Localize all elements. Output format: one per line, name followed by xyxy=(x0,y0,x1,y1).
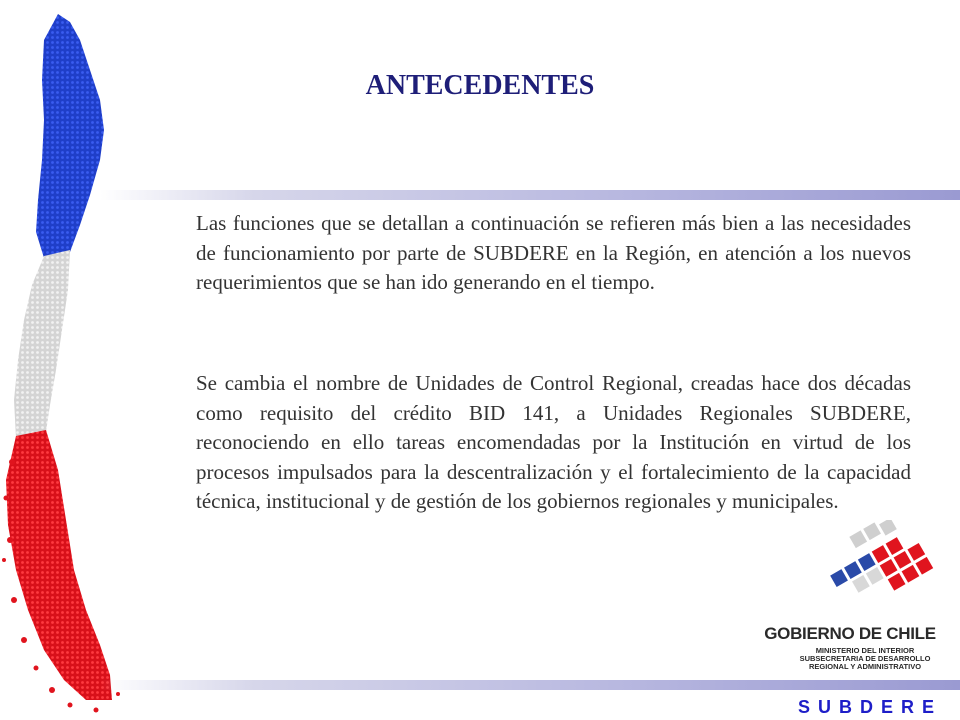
footer-brand: SUBDERE xyxy=(797,697,942,717)
paragraph-name-change: Se cambia el nombre de Unidades de Control Regional, creadas hace dos décadas como requisito del crédito BID 141, a Unidades Regionales SUBDERE, reconociendo en ello tareas encomendadas por la Institución en virtud de los procesos impulsados para la descentralización y el fortalecimiento de la capacidad técnica, institucional y de gestión de los gobiernos regionales y municipales. xyxy=(196,371,911,513)
paragraph-functions: Las funciones que se detallan a continuación se refieren más bien a las necesidades de funcionamiento por parte de SUBDERE en la Región, en atención a los nuevos requerimientos que se han ido generando en el tiempo. xyxy=(196,211,911,294)
top-divider xyxy=(100,190,960,200)
chile-map-icon xyxy=(0,0,140,720)
page-title: ANTECEDENTES xyxy=(365,70,595,101)
logo-subsecretaria: SUBSECRETARIA DE DESARROLLO xyxy=(799,654,931,663)
gobierno-de-chile-logo-icon xyxy=(820,520,940,620)
logo-regional: REGIONAL Y ADMINISTRATIVO xyxy=(808,662,922,671)
logo-name: GOBIERNO DE CHILE xyxy=(764,624,936,643)
logo-ministry: MINISTERIO DEL INTERIOR xyxy=(815,646,915,655)
gobierno-de-chile-logo xyxy=(760,520,960,670)
bottom-divider xyxy=(100,680,960,690)
